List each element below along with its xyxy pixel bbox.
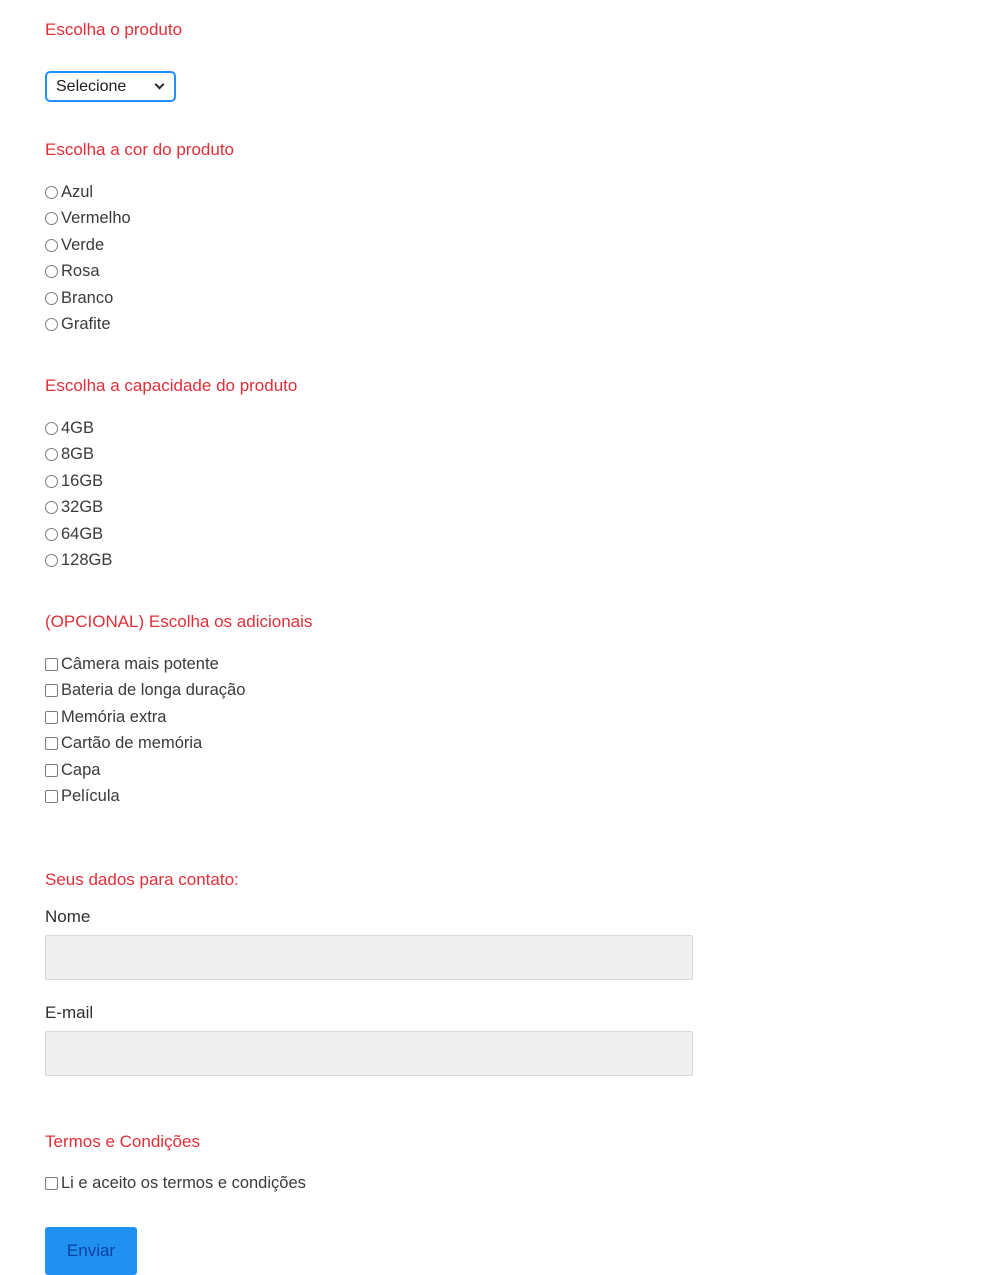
addon-option-cartao[interactable] xyxy=(45,731,202,758)
addon-option-label: Câmera mais potente xyxy=(61,654,219,673)
capacity-option-8gb[interactable] xyxy=(45,442,94,469)
capacity-option-16gb[interactable] xyxy=(45,468,103,495)
capacity-option-label: 32GB xyxy=(61,498,104,517)
capacity-option-label: 128GB xyxy=(61,551,113,570)
capacity-radio-4gb[interactable] xyxy=(45,422,58,435)
color-radio-azul[interactable] xyxy=(45,186,58,199)
color-option-branco[interactable] xyxy=(45,285,113,312)
addon-checkbox-bateria[interactable] xyxy=(45,684,58,697)
addon-checkbox-camera[interactable] xyxy=(45,658,58,671)
addon-checkbox-pelicula[interactable] xyxy=(45,790,58,803)
color-option-rosa[interactable] xyxy=(45,259,100,286)
capacity-option-label: 8GB xyxy=(61,445,95,464)
capacity-options xyxy=(45,415,996,574)
color-options xyxy=(45,179,996,338)
color-radio-branco[interactable] xyxy=(45,292,58,305)
capacity-radio-16gb[interactable] xyxy=(45,475,58,488)
addon-option-label: Cartão de memória xyxy=(61,734,203,753)
product-heading: Escolha o produto xyxy=(45,20,183,39)
color-option-label: Vermelho xyxy=(61,209,131,228)
addon-option-camera[interactable] xyxy=(45,651,219,678)
color-radio-verde[interactable] xyxy=(45,239,58,252)
terms-option-label: Li e aceito os termos e condições xyxy=(61,1173,306,1192)
email-input[interactable] xyxy=(45,1031,693,1076)
capacity-radio-128gb[interactable] xyxy=(45,554,58,567)
color-radio-vermelho[interactable] xyxy=(45,212,58,225)
submit-button[interactable]: Enviar xyxy=(45,1227,137,1275)
product-select-wrap xyxy=(45,71,176,102)
addon-checkbox-cartao[interactable] xyxy=(45,737,58,750)
terms-checkbox[interactable] xyxy=(45,1177,58,1190)
product-select[interactable] xyxy=(45,71,176,102)
addon-option-label: Capa xyxy=(61,760,101,779)
addons-options xyxy=(45,651,996,810)
color-option-verde[interactable] xyxy=(45,232,104,259)
capacity-option-label: 4GB xyxy=(61,418,95,437)
color-radio-grafite[interactable] xyxy=(45,318,58,331)
addon-option-pelicula[interactable] xyxy=(45,784,120,811)
capacity-option-32gb[interactable] xyxy=(45,495,103,522)
addon-option-memoria-extra[interactable] xyxy=(45,704,166,731)
color-radio-rosa[interactable] xyxy=(45,265,58,278)
addon-option-capa[interactable] xyxy=(45,757,100,784)
color-option-label: Grafite xyxy=(61,315,111,334)
capacity-option-label: 16GB xyxy=(61,471,104,490)
color-option-grafite[interactable] xyxy=(45,312,111,339)
color-option-azul[interactable] xyxy=(45,179,93,206)
capacity-option-4gb[interactable] xyxy=(45,415,94,442)
addon-option-label: Película xyxy=(61,787,120,806)
color-option-label: Branco xyxy=(61,288,114,307)
addon-checkbox-capa[interactable] xyxy=(45,764,58,777)
color-option-vermelho[interactable] xyxy=(45,206,131,233)
capacity-option-label: 64GB xyxy=(61,524,104,543)
contact-heading: Seus dados para contato: xyxy=(45,870,239,889)
name-label: Nome xyxy=(45,907,91,926)
color-heading: Escolha a cor do produto xyxy=(45,140,235,159)
name-input[interactable] xyxy=(45,935,693,980)
color-option-label: Azul xyxy=(61,182,94,201)
addons-heading: (OPCIONAL) Escolha os adicionais xyxy=(45,612,313,631)
capacity-radio-32gb[interactable] xyxy=(45,501,58,514)
terms-heading: Termos e Condições xyxy=(45,1132,200,1151)
addon-option-bateria[interactable] xyxy=(45,678,245,705)
capacity-heading: Escolha a capacidade do produto xyxy=(45,376,298,395)
addon-option-label: Memória extra xyxy=(61,707,167,726)
addon-checkbox-memoria-extra[interactable] xyxy=(45,711,58,724)
capacity-option-128gb[interactable] xyxy=(45,548,112,575)
email-label: E-mail xyxy=(45,1003,94,1022)
color-option-label: Verde xyxy=(61,235,105,254)
color-option-label: Rosa xyxy=(61,262,100,281)
capacity-option-64gb[interactable] xyxy=(45,521,103,548)
addon-option-label: Bateria de longa duração xyxy=(61,681,246,700)
capacity-radio-64gb[interactable] xyxy=(45,528,58,541)
terms-option[interactable] xyxy=(45,1170,306,1197)
capacity-radio-8gb[interactable] xyxy=(45,448,58,461)
